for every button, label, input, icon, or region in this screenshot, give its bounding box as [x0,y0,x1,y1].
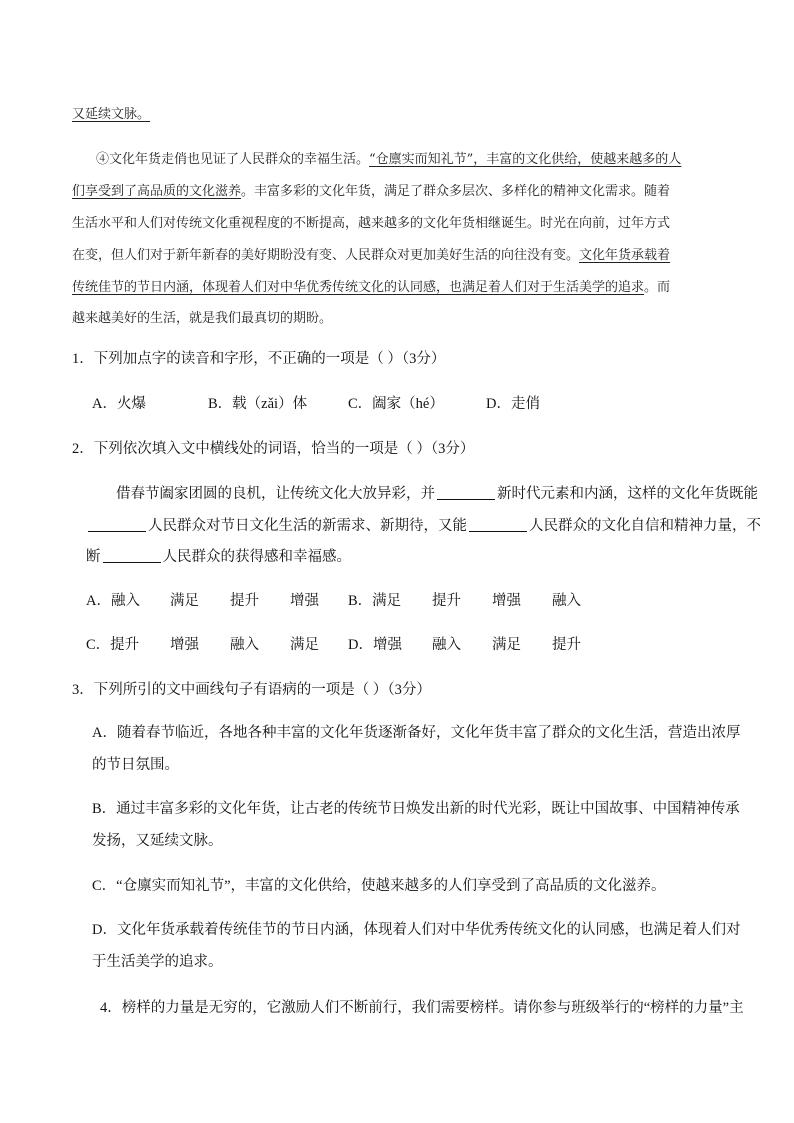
passage-line [72,103,150,122]
q2-option-b-word: 增强 [492,593,521,609]
q3-option-c-line: C．“仓廪实而知礼节”，丰富的文化供给，使越来越多的人们享受到了高品质的文化滋养。 [92,878,666,894]
underlined-sentence: 传统佳节的节日内涵，体现着人们对中华优秀传统文化的认同感，也满足着人们对于生活美学的追求 [72,280,645,295]
q2-option-a-word: 提升 [230,593,259,609]
fill-blank [103,548,161,563]
fill-blank [469,517,527,532]
q2-text: 人民群众对节日文化生活的新需求、新期待，又能 [148,518,467,534]
passage-text: ④文化年货走俏也见证了人民群众的幸福生活。 [96,152,370,167]
fill-blank [88,517,146,532]
q2-option-b-word: B．满足 [348,593,402,609]
underlined-sentence: “仓廪实而知礼节”，丰富的文化供给，使越来越多的人 [369,152,682,167]
q2-option-c-word: 融入 [230,637,259,653]
q3-option-d-line: 于生活美学的追求。 [92,954,223,970]
q2-passage-line [86,545,351,566]
q2-option-d-word: 提升 [552,637,581,653]
q1-option-b[interactable]: B．载（zǎi）体 [208,396,308,412]
q2-text: 新时代元素和内涵，这样的文化年货既能 [497,486,758,502]
q2-option-d-word: 融入 [432,637,461,653]
q2-option-d-word: 满足 [492,637,521,653]
q1-option-c[interactable]: C．阖家（hé） [348,396,444,412]
underlined-sentence: 们享受到了高品质的文化滋养 [72,184,242,199]
q2-option-d-word: D．增强 [348,637,402,653]
q2-text: 人民群众的获得感和幸福感。 [162,549,351,565]
question-1-stem: 1．下列加点字的读音和字形，不正确的一项是（ ）（3分） [72,351,446,367]
q2-text: 人民群众的文化自信和精神力量，不 [529,518,761,534]
q2-passage-line [86,514,761,535]
fill-blank [437,485,495,500]
passage-text: 。而 [644,280,671,295]
q3-option-a-line: A．随着春节临近，各地各种丰富的文化年货逐渐备好，文化年货丰富了群众的文化生活，营造出浓厚 [92,725,741,741]
q3-option-a-line: 的节日氛围。 [92,757,179,773]
passage-line [72,276,670,295]
question-4-stem: 4．榜样的力量是无穷的，它激励人们不断前行，我们需要榜样。请你参与班级举行的“榜样的力量”主 [100,1000,744,1016]
passage-text: 在变，但人们对于新年新春的美好期盼没有变、人民群众对更加美好生活的向往没有变。 [72,248,580,263]
passage-line [72,244,670,263]
q2-option-c-word: C．提升 [86,637,140,653]
passage-line [96,148,681,167]
q1-option-d[interactable]: D．走俏 [486,396,540,412]
q2-text: 断 [86,549,101,565]
q2-option-b-word: 融入 [552,593,581,609]
passage-line [72,180,670,199]
q2-option-a-word: 增强 [290,593,319,609]
q2-passage-line [116,482,758,503]
q2-option-a-word: 满足 [170,593,199,609]
passage-line: 生活水平和人们对传统文化重视程度的不断提高，越来越多的文化年货相继诞生。时光在向前，过年方式 [72,216,671,231]
question-2-stem: 2．下列依次填入文中横线处的词语，恰当的一项是（ ）（3分） [72,441,475,457]
q2-option-c-word: 满足 [290,637,319,653]
q2-option-b-word: 提升 [432,593,461,609]
question-3-stem: 3．下列所引的文中画线句子有语病的一项是（ ）（3分） [72,682,431,698]
passage-text: 。丰富多彩的文化年货，满足了群众多层次、多样化的精神文化需求。随着 [241,184,671,199]
underlined-sentence: 文化年货承载着 [579,248,671,263]
underlined-sentence: 又延续文脉。 [72,107,151,122]
q3-option-b-line: B．通过丰富多彩的文化年货，让古老的传统节日焕发出新的时代光彩，既让中国故事、中国精神传承 [92,801,740,817]
q3-option-b-line: 发扬，又延续文脉。 [92,833,223,849]
q1-option-a[interactable]: A．火爆 [92,396,146,412]
q3-option-d-line: D．文化年货承载着传统佳节的节日内涵，体现着人们对中华优秀传统文化的认同感，也满足着人们对 [92,922,741,938]
q2-option-a-word: A．融入 [86,593,140,609]
q2-option-c-word: 增强 [170,637,199,653]
passage-line: 越来越美好的生活，就是我们最真切的期盼。 [72,311,333,326]
q2-text: 借春节阖家团圆的良机，让传统文化大放异彩，并 [116,486,435,502]
